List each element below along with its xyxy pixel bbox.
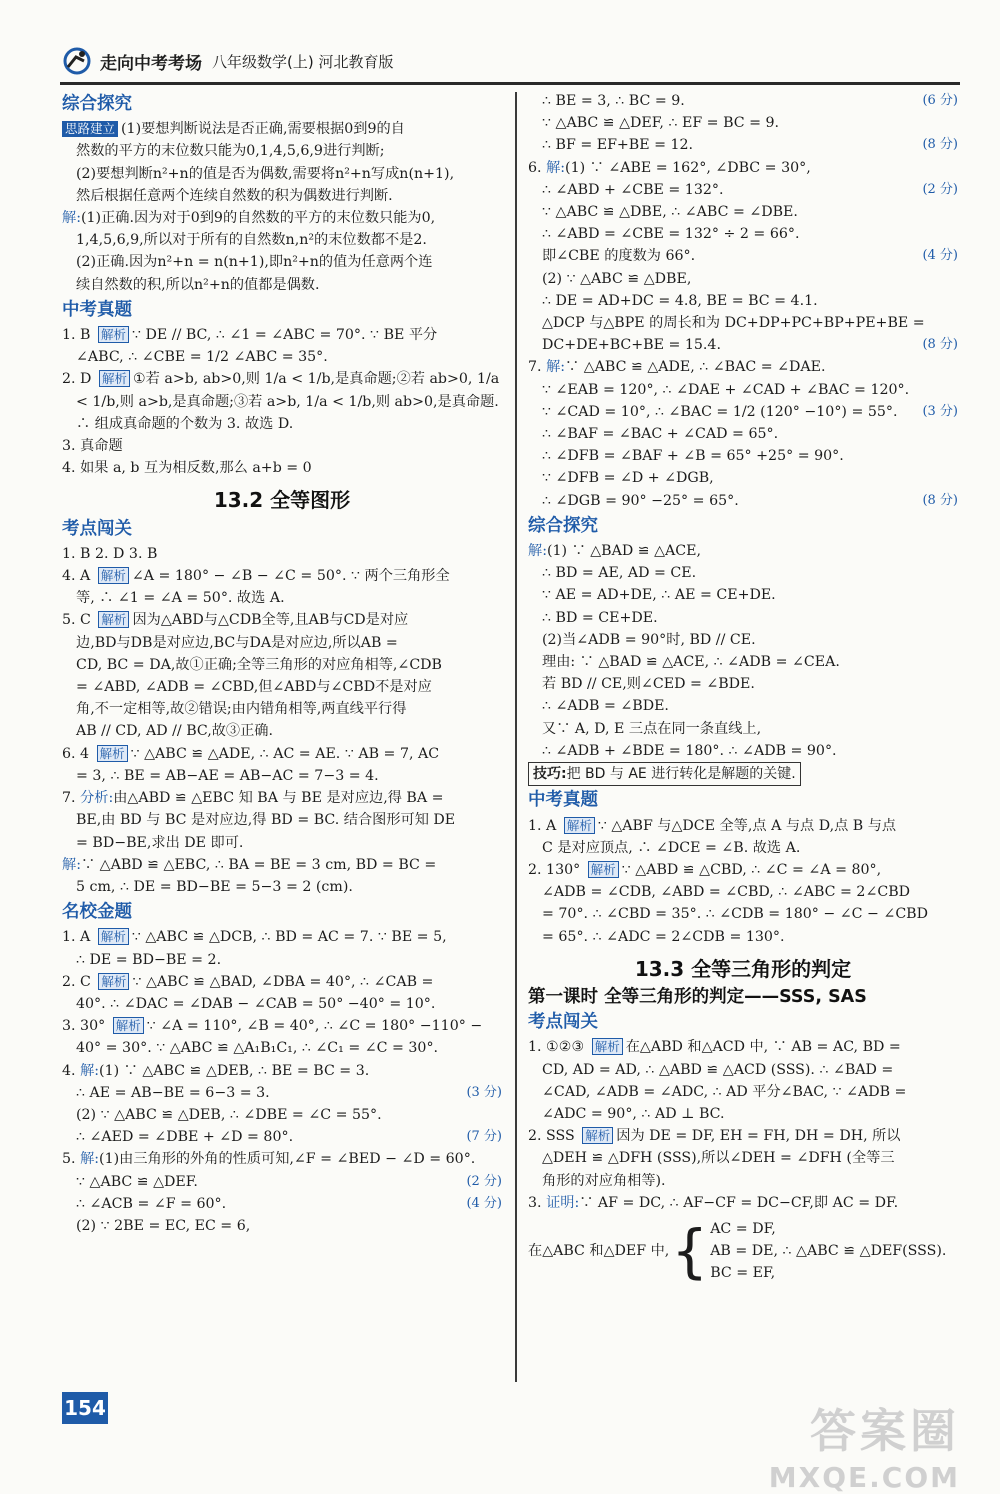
line-text: ∴ ∠ABD + ∠CBE = 132°. <box>542 181 724 198</box>
line-text: ∠ADB = ∠CDB, ∠ABD = ∠CBD, ∴ ∠ABC = 2∠CBD <box>542 884 910 901</box>
analysis-tag: 解析 <box>98 326 129 343</box>
answer-line <box>528 718 958 740</box>
answer-line <box>62 676 502 698</box>
answer-line <box>528 90 958 112</box>
score-label: (2 分) <box>466 1173 502 1189</box>
answer-line <box>62 368 502 390</box>
answer-line <box>528 223 958 245</box>
line-text: ∴ ∠ABD = ∠CBE = 132° ÷ 2 = 66°. <box>542 226 800 243</box>
answer-line <box>528 201 958 223</box>
answer-line <box>62 274 502 296</box>
answer-line <box>62 632 502 654</box>
answer-line <box>528 134 958 156</box>
line-text: ∴ ∠ACB = ∠F = 60°. <box>76 1195 227 1212</box>
system-line: BC = EF, <box>710 1265 776 1282</box>
answer-block <box>528 540 958 762</box>
answer-line <box>62 163 502 185</box>
question-number: 4. <box>62 460 76 477</box>
answer-line <box>528 445 958 467</box>
answer-line <box>528 423 958 445</box>
answer-line <box>62 765 502 787</box>
line-text: ∴ ∠ADB + ∠BDE = 180°. ∴ ∠ADB = 90°. <box>542 742 837 759</box>
line-text: △DCP 与△BPE 的周长和为 DC+DP+PC+BP+PE+BE = <box>542 315 925 332</box>
line-text: ∵ △ABC ≌ △DBE, ∴ ∠ABC = ∠DBE. <box>542 204 798 221</box>
score-label: (2 分) <box>922 181 958 197</box>
answer-line <box>528 268 958 290</box>
solution-label: 解: <box>62 210 81 227</box>
answer-block <box>62 926 502 1237</box>
line-text: ∠ABC, ∴ ∠CBE = 1/2 ∠ABC = 35°. <box>76 349 328 366</box>
answer-line <box>528 356 958 378</box>
left-brace-icon: { <box>671 1217 709 1286</box>
line-text: ∴ 组成真命题的个数为 3. 故选 D. <box>76 415 294 432</box>
section-heading: 考点闯关 <box>528 1012 598 1033</box>
line-text: ∴ BE = 3, ∴ BC = 9. <box>542 93 685 109</box>
solution-label: 解: <box>546 359 566 376</box>
score-label: (3 分) <box>466 1084 502 1100</box>
line-text: (1)要想判断说法是否正确,需要根据0到9的自 <box>121 121 405 138</box>
answer-line <box>62 1015 502 1037</box>
answer-line <box>62 1126 502 1148</box>
answer-line <box>62 832 502 854</box>
page-number: 154 <box>62 1392 108 1424</box>
header-rule <box>60 82 960 85</box>
line-text: ∴ AE = AB−BE = 6−3 = 3. <box>76 1084 270 1101</box>
line-text: 理由: ∵ △BAD ≌ △ACE, ∴ ∠ADB = ∠CEA. <box>542 654 840 671</box>
answer-line <box>528 695 958 717</box>
line-text: 由△ABD ≌ △EBC 知 BA 与 BE 是对应边,得 BA = <box>113 790 444 807</box>
question-number: 6. 4 <box>62 745 90 762</box>
analysis-tag: 解析 <box>588 861 619 878</box>
answer-line <box>528 540 958 562</box>
tip-text: 把 BD 与 AE 进行转化是解题的关键. <box>566 766 796 783</box>
line-text: = 65°. ∴ ∠ADC = 2∠CDB = 130°. <box>542 928 785 945</box>
answer-line <box>62 854 502 876</box>
line-text: (1) ∵ △ABC ≌ △DEB, ∴ BE = BC = 3. <box>99 1062 370 1079</box>
question-number: 1. ①②③ <box>528 1039 585 1056</box>
section-heading: 考点闯关 <box>62 518 132 539</box>
line-text: ∵ △ABC ≌ △DEF, ∴ EF = BC = 9. <box>542 115 780 132</box>
analysis-tag: 解析 <box>98 611 129 628</box>
answer-line <box>62 565 502 587</box>
answer-line <box>62 809 502 831</box>
answer-line <box>62 435 502 457</box>
score-label: (8 分) <box>922 137 958 153</box>
line-text: (1) ∵ ∠ABE = 162°, ∠DBC = 30°, <box>565 159 811 176</box>
answer-line <box>528 1103 958 1125</box>
score-label: (3 分) <box>922 403 958 419</box>
answer-block <box>528 815 958 948</box>
answer-line <box>62 229 502 251</box>
answer-line <box>62 413 502 435</box>
answer-line <box>62 587 502 609</box>
score-label: (4 分) <box>466 1195 502 1211</box>
answer-line <box>528 179 958 201</box>
answer-line <box>528 629 958 651</box>
line-text: ∠CAD, ∠ADB = ∠ADC, ∴ AD 平分∠BAC, ∵ ∠ADB = <box>542 1083 907 1100</box>
line-text: AB // CD, AD // BC,故③正确. <box>76 723 274 740</box>
tip-box <box>528 762 801 786</box>
answer-line <box>62 118 502 140</box>
line-text: ∵ AE = AD+DE, ∴ AE = CE+DE. <box>542 587 776 604</box>
question-number: 1. A <box>62 929 91 946</box>
line-text: = 3, ∴ BE = AB−AE = AB−AC = 7−3 = 4. <box>76 767 379 784</box>
answer-line <box>62 140 502 162</box>
score-label: (6 分) <box>922 93 958 108</box>
question-number: 3. <box>528 1194 542 1211</box>
line-text: 5 cm, ∴ DE = BD−BE = 5−3 = 2 (cm). <box>76 878 353 895</box>
line-text: △DEH ≌ △DFH (SSS),所以∠DEH = ∠DFH (全等三 <box>542 1150 895 1167</box>
line-text: 角形的对应角相等). <box>542 1172 666 1189</box>
column-divider <box>515 92 517 1382</box>
analysis-tag: 解析 <box>582 1127 613 1144</box>
answer-line <box>528 467 958 489</box>
answer-line <box>528 379 958 401</box>
solution-label: 解: <box>80 1151 100 1168</box>
tip-label: 技巧: <box>533 766 567 783</box>
line-text: 真命题 <box>80 438 123 455</box>
solution-label: 解: <box>546 159 566 176</box>
answer-block <box>62 543 502 898</box>
section-heading: 综合探究 <box>62 94 132 114</box>
answer-line <box>528 490 958 512</box>
answer-line <box>528 881 958 903</box>
line-text: = BD−BE,求出 DE 即可. <box>76 834 244 851</box>
answer-line <box>62 949 502 971</box>
answer-line <box>528 584 958 606</box>
answer-line <box>62 971 502 993</box>
line-text: 角,不一定相等,故②错误;由内错角相等,两直线平行得 <box>76 701 407 718</box>
line-text: ∵ ∠DFB = ∠D + ∠DGB, <box>542 470 714 487</box>
line-text: ∴ DE = BD−BE = 2. <box>76 951 222 968</box>
answer-line <box>528 1125 958 1147</box>
line-text: ∴ BD = CE+DE. <box>542 609 658 626</box>
book-subtitle: 八年级数学(上) 河北教育版 <box>212 52 394 71</box>
line-text: ∵ △ABC ≌ △ADE, ∴ AC = AE. ∵ AB = 7, AC <box>130 745 440 762</box>
line-text: ①若 a>b, ab>0,则 1/a < 1/b,是真命题;②若 ab>0, 1/a <box>132 371 500 388</box>
line-text: (2)正确.因为n²+n = n(n+1),即n²+n的值为任意两个连 <box>76 254 433 271</box>
line-text: (1)由三角形的外角的性质可知,∠F = ∠BED − ∠D = 60°. <box>99 1151 476 1168</box>
answer-line <box>528 1192 958 1214</box>
line-text: ∵ △ABC ≌ △ADE, ∴ ∠BAC = ∠DAE. <box>565 359 826 376</box>
line-text: DC+DE+BC+BE = 15.4. <box>542 337 721 354</box>
book-title: 走向中考考场 <box>100 53 202 74</box>
system-line: AC = DF, <box>710 1220 776 1237</box>
answer-line <box>528 334 958 356</box>
answer-line <box>62 324 502 346</box>
tip-line <box>528 762 958 786</box>
line-text: ∵ △ABC ≌ △BAD, ∠DBA = 40°, ∴ ∠CAB = <box>132 973 434 990</box>
question-number: 1. A <box>528 817 557 834</box>
answer-line <box>62 1082 502 1104</box>
line-text: 边,BD与DB是对应边,BC与DA是对应边,所以AB = <box>76 634 398 651</box>
line-text: ∵ ∠A = 110°, ∠B = 40°, ∴ ∠C = 180° −110° − <box>146 1018 483 1035</box>
line-text: ∠A = 180° − ∠B − ∠C = 50°. ∵ 两个三角形全 <box>131 568 450 585</box>
answer-line <box>62 993 502 1015</box>
answer-line <box>62 787 502 809</box>
answer-line <box>62 543 502 565</box>
answer-line <box>528 1036 958 1058</box>
line-text: 即∠CBE 的度数为 66°. <box>542 248 696 265</box>
line-text: (2) ∵ △ABC ≌ △DEB, ∴ ∠DBE = ∠C = 55°. <box>76 1106 382 1123</box>
answer-line <box>62 1060 502 1082</box>
line-text: (1) ∵ △BAD ≌ △ACE, <box>546 543 702 560</box>
answer-line <box>62 1037 502 1059</box>
question-number: 1. B <box>62 327 91 344</box>
answer-line <box>62 1104 502 1126</box>
answer-line <box>528 112 958 134</box>
line-text: 等, ∴ ∠1 = ∠A = 50°. 故选 A. <box>76 590 285 607</box>
line-text: 40° = 30°. ∵ △ABC ≌ △A₁B₁C₁, ∴ ∠C₁ = ∠C = 30°. <box>76 1040 439 1057</box>
answer-line <box>528 562 958 584</box>
line-text: 然后根据任意两个连续自然数的积为偶数进行判断. <box>76 187 393 204</box>
question-number: 2. C <box>62 973 91 990</box>
line-text: = 70°. ∴ ∠CBD = 35°. ∴ ∠CDB = 180° − ∠C − ∠CBD <box>542 906 928 923</box>
answer-line <box>62 207 502 229</box>
answer-line <box>62 185 502 207</box>
line-text: ∵ △ABF 与△DCE 全等,点 A 与点 D,点 B 与点 <box>597 817 897 834</box>
line-text: ∴ BD = AE, AD = CE. <box>542 565 697 582</box>
score-label: (8 分) <box>922 492 958 508</box>
watermark <box>769 1395 960 1494</box>
section-heading: 综合探究 <box>528 515 598 536</box>
left-column <box>62 90 502 1237</box>
question-number: 7. <box>528 359 542 376</box>
line-text: ∵ △ABD ≌ △CBD, ∴ ∠C = ∠A = 80°, <box>621 861 882 878</box>
line-text: ∵ AF = DC, ∴ AF−CF = DC−CF,即 AC = DF. <box>579 1194 899 1211</box>
analysis-tag: 解析 <box>98 928 129 945</box>
answer-line <box>528 290 958 312</box>
solution-label: 解: <box>80 1062 100 1079</box>
answer-line <box>62 926 502 948</box>
line-text: (1)正确.因为对于0到9的自然数的平方的末位数只能为0, <box>80 210 436 227</box>
answer-line <box>528 157 958 179</box>
analysis-tag: 解析 <box>99 370 130 387</box>
line-text: 40°. ∴ ∠DAC = ∠DAB − ∠CAB = 50° −40° = 10°. <box>76 995 436 1012</box>
answer-line <box>62 391 502 413</box>
line-text: C 是对应顶点, ∴ ∠DCE = ∠B. 故选 A. <box>542 839 801 856</box>
line-text: ∵ △ABC ≌ △DEF. <box>76 1173 198 1190</box>
score-label: (7 分) <box>466 1129 502 1145</box>
answer-line <box>528 903 958 925</box>
line-text: ∴ ∠ADB = ∠BDE. <box>542 698 669 715</box>
line-text: 又∵ A, D, E 三点在同一条直线上, <box>542 720 762 737</box>
line-text: < 1/b,则 a>b,是真命题;③若 a>b, 1/a < 1/b,则 ab>0,是真命题. <box>76 393 499 410</box>
question-number: 4. <box>62 1062 76 1079</box>
answer-block <box>62 118 502 296</box>
answer-line <box>528 651 958 673</box>
lesson-title: 第一课时 全等三角形的判定——SSS, SAS <box>528 986 867 1007</box>
line-text: = ∠ABD, ∠ADB = ∠CBD,但∠ABD与∠CBD不是对应 <box>76 679 432 696</box>
chapter-title: 13.2 全等图形 <box>213 488 351 513</box>
equation-system <box>528 1218 958 1285</box>
question-number: 7. <box>62 790 76 807</box>
answer-block <box>528 90 958 512</box>
answer-line <box>62 1148 502 1170</box>
question-number: 5. C <box>62 612 91 629</box>
question-number: 2. SSS <box>528 1128 575 1145</box>
line-text: BE,由 BD 与 BC 是对应边,得 BD = BC. 结合图形可知 DE <box>76 812 456 829</box>
solution-label: 分析: <box>80 790 114 807</box>
answer-line <box>62 743 502 765</box>
answer-line <box>62 698 502 720</box>
line-text: (2)当∠ADB = 90°时, BD // CE. <box>542 631 756 648</box>
analysis-tag: 解析 <box>97 745 128 762</box>
question-number: 3. <box>62 438 76 455</box>
line-text: 若 BD // CE,则∠CED = ∠BDE. <box>542 676 755 693</box>
section-heading: 名校金题 <box>62 902 132 923</box>
line-text: ∴ ∠BAF = ∠BAC + ∠CAD = 65°. <box>542 426 779 443</box>
answer-line <box>62 876 502 898</box>
question-number: 2. 130° <box>528 861 581 878</box>
answer-line <box>528 401 958 423</box>
section-heading: 中考真题 <box>62 299 132 320</box>
question-number: 3. 30° <box>62 1018 106 1035</box>
line-text: ∵ ∠EAB = 120°, ∴ ∠DAE + ∠CAD + ∠BAC = 120°. <box>542 381 910 398</box>
analysis-tag: 解析 <box>98 567 129 584</box>
line-text: 在△ABD 和△ACD 中, ∵ AB = AC, BD = <box>625 1039 901 1056</box>
system-line: AB = DE, ∴ △ABC ≌ △DEF(SSS). <box>710 1243 947 1260</box>
answer-line <box>62 346 502 368</box>
answer-line <box>528 740 958 762</box>
question-number: 2. D <box>62 371 92 388</box>
question-number: 5. <box>62 1151 76 1168</box>
answer-line <box>62 457 502 479</box>
analysis-tag: 解析 <box>98 973 129 990</box>
answer-line <box>62 609 502 631</box>
line-text: CD, BC = DA,故①正确;全等三角形的对应角相等,∠CDB <box>76 656 442 673</box>
section-heading: 中考真题 <box>528 790 598 811</box>
answer-line <box>528 859 958 881</box>
answer-line <box>528 1059 958 1081</box>
answer-line <box>62 720 502 742</box>
line-text: (2) ∵ 2BE = EC, EC = 6, <box>76 1217 251 1234</box>
line-text: ∴ BF = EF+BE = 12. <box>542 137 694 154</box>
answer-line <box>62 1215 502 1237</box>
line-text: ∴ DE = AD+DC = 4.8, BE = BC = 4.1. <box>542 292 818 309</box>
question-number: 1. B 2. D 3. B <box>62 545 158 562</box>
question-number: 6. <box>528 159 542 176</box>
page-header <box>60 44 960 78</box>
line-text: 1,4,5,6,9,所以对于所有的自然数n,n²的末位数都不是2. <box>76 232 427 249</box>
line-text: ∴ ∠AED = ∠DBE + ∠D = 80°. <box>76 1129 294 1146</box>
solution-label: 证明: <box>546 1194 580 1211</box>
score-label: (4 分) <box>922 248 958 264</box>
chapter-title: 13.3 全等三角形的判定 <box>634 956 852 981</box>
line-text: ∵ ∠CAD = 10°, ∴ ∠BAC = 1/2 (120° −10°) = 55°. <box>542 403 898 420</box>
runner-logo-icon <box>60 47 94 75</box>
line-text: 因为△ABD与△CDB全等,且AB与CD是对应 <box>132 612 409 629</box>
line-text: ∵ △ABC ≌ △DCB, ∴ BD = AC = 7. ∵ BE = 5, <box>131 929 447 946</box>
answer-line <box>528 607 958 629</box>
answer-line <box>528 815 958 837</box>
line-text: ∴ ∠DGB = 90° −25° = 65°. <box>542 492 739 509</box>
answer-line <box>62 251 502 273</box>
line-text: ∠ADC = 90°, ∴ AD ⊥ BC. <box>542 1105 725 1122</box>
answer-line <box>62 1193 502 1215</box>
line-text: CD, AD = AD, ∴ △ABD ≌ △ACD (SSS). ∴ ∠BAD = <box>542 1061 894 1078</box>
answer-line <box>528 1170 958 1192</box>
analysis-tag: 解析 <box>564 817 595 834</box>
watermark-url: MXQE.COM <box>768 1461 960 1494</box>
answer-line <box>528 673 958 695</box>
answer-line <box>62 654 502 676</box>
line-text: 因为 DE = DF, EH = FH, DH = DH, 所以 <box>616 1128 901 1145</box>
answer-block <box>62 324 502 479</box>
line-text: 续自然数的积,所以n²+n的值都是偶数. <box>76 276 320 293</box>
score-label: (8 分) <box>922 337 958 353</box>
answer-line <box>528 926 958 948</box>
line-text: 然数的平方的末位数只能为0,1,4,5,6,9进行判断; <box>76 143 385 160</box>
answer-line <box>528 245 958 267</box>
system-intro: 在△ABC 和△DEF 中, <box>528 1243 670 1260</box>
system-lines <box>710 1218 946 1285</box>
answer-line <box>528 1081 958 1103</box>
line-text: 如果 a, b 互为相反数,那么 a+b = 0 <box>80 460 312 477</box>
solution-label: 解: <box>528 543 547 560</box>
line-text: ∵ DE // BC, ∴ ∠1 = ∠ABC = 70°. ∵ BE 平分 <box>132 327 438 344</box>
line-text: ∴ ∠DFB = ∠BAF + ∠B = 65° +25° = 90°. <box>542 448 844 465</box>
answer-block <box>528 1036 958 1214</box>
line-text: ∵ △ABD ≌ △EBC, ∴ BA = BE = 3 cm, BD = BC = <box>80 856 437 873</box>
answer-line <box>62 1171 502 1193</box>
analysis-tag: 解析 <box>113 1017 144 1034</box>
line-text: (2)要想判断n²+n的值是否为偶数,需要将n²+n写成n(n+1), <box>76 165 455 182</box>
watermark-title: 答案圈 <box>810 1404 960 1458</box>
right-column <box>528 90 958 1289</box>
analysis-tag: 思路建立 <box>62 121 118 137</box>
answer-line <box>528 837 958 859</box>
answer-line <box>528 1147 958 1169</box>
line-text: (2) ∵ △ABC ≌ △DBE, <box>542 270 692 287</box>
question-number: 4. A <box>62 568 91 585</box>
answer-line <box>528 312 958 334</box>
analysis-tag: 解析 <box>592 1038 623 1055</box>
solution-label: 解: <box>62 856 81 873</box>
